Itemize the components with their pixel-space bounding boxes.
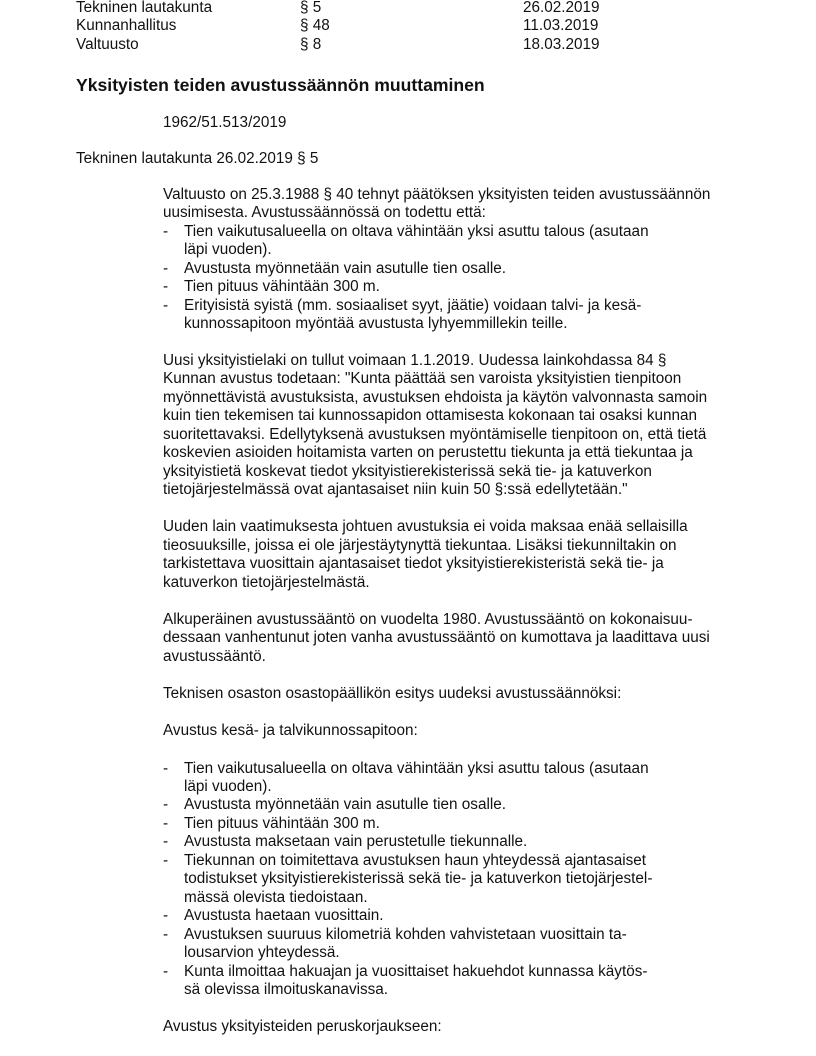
meeting-date: 11.03.2019 — [523, 17, 599, 34]
list-item-line: Avustuksen suuruus kilometriä kohden vahvistetaan vuosittain ta- — [184, 926, 627, 943]
paragraph-line: Uuden lain vaatimuksesta johtuen avustuksia ei voida maksaa enää sellaisilla — [163, 518, 688, 535]
list-item-line: Erityisistä syistä (mm. sosiaaliset syyt, jäätie) voidaan talvi- ja kesä- — [184, 297, 642, 314]
paragraph-line: uusimisesta. Avustussäännössä on todettu että: — [163, 204, 486, 221]
paragraph-line: tietojärjestelmässä ovat ajantasaiset niin kuin 50 §:ssä edellytetään." — [163, 481, 628, 498]
list-dash: - — [163, 926, 169, 943]
paragraph-line: koskevien asioiden hoitamista varten on perustettu tiekunta ja että tiekuntaa ja — [163, 444, 693, 461]
body-name: Valtuusto — [76, 36, 139, 53]
paragraph-line: yksityistietä koskevat tiedot yksityistierekisterissä sekä tie- ja katuverkon — [163, 463, 652, 480]
paragraph-line: Valtuusto on 25.3.1988 § 40 tehnyt päätöksen yksityisten teiden avustussäännön — [163, 186, 711, 203]
section-number: § 8 — [300, 36, 322, 53]
list-item-line: Avustusta haetaan vuosittain. — [184, 907, 384, 924]
diary-number: 1962/51.513/2019 — [163, 114, 287, 131]
list-dash: - — [163, 223, 169, 240]
meeting-date: 18.03.2019 — [523, 36, 600, 53]
paragraph-line: dessaan vanhentunut joten vanha avustussääntö on kumottava ja laadittava uusi — [163, 629, 710, 646]
list-item-line: Avustusta maksetaan vain perustetulle tiekunnalle. — [184, 833, 528, 850]
list-item-line: Tien pituus vähintään 300 m. — [184, 278, 380, 295]
document-title: Yksityisten teiden avustussäännön muuttaminen — [76, 75, 485, 95]
list-item-line: mässä olevista tiedoistaan. — [184, 889, 368, 906]
subheading-maintenance: Avustus kesä- ja talvikunnossapitoon: — [163, 722, 418, 739]
paragraph-line: tieosuuksille, joissa ei ole järjestäytynyttä tiekuntaa. Lisäksi tiekunniltakin on — [163, 537, 677, 554]
list-dash: - — [163, 297, 169, 314]
list-dash: - — [163, 963, 169, 980]
paragraph-line: Uusi yksityistielaki on tullut voimaan 1.1.2019. Uudessa lainkohdassa 84 § — [163, 352, 667, 369]
proposal-intro: Teknisen osaston osastopäällikön esitys uudeksi avustussäännöksi: — [163, 685, 622, 702]
list-item-line: sä olevissa ilmoituskanavissa. — [184, 981, 389, 998]
list-dash: - — [163, 796, 169, 813]
section-number: § 5 — [300, 0, 322, 16]
list-item-line: läpi vuoden). — [184, 778, 272, 795]
paragraph-line: avustussääntö. — [163, 648, 266, 665]
paragraph-line: Alkuperäinen avustussääntö on vuodelta 1980. Avustussääntö on kokonaisuu- — [163, 611, 693, 628]
list-item-line: Avustusta myönnetään vain asutulle tien osalle. — [184, 260, 507, 277]
list-item-line: Kunta ilmoittaa hakuajan ja vuosittaiset hakuehdot kunnassa käytös- — [184, 963, 648, 980]
list-item-line: Tien pituus vähintään 300 m. — [184, 815, 380, 832]
meeting-date: 26.02.2019 — [523, 0, 600, 16]
list-item-line: Tien vaikutusalueella on oltava vähintään yksi asuttu talous (asutaan — [184, 760, 649, 777]
section-number: § 48 — [300, 17, 330, 34]
list-dash: - — [163, 260, 169, 277]
meeting-reference: Tekninen lautakunta 26.02.2019 § 5 — [76, 150, 319, 167]
paragraph-line: kuin tien tekemisen tai kunnossapidon ottamisesta kokonaan tai osaksi kunnan — [163, 407, 698, 424]
list-dash: - — [163, 907, 169, 924]
list-dash: - — [163, 833, 169, 850]
list-item-line: lousarvion yhteydessä. — [184, 944, 340, 961]
body-name: Tekninen lautakunta — [76, 0, 213, 16]
paragraph-line: tarkistettava vuosittain ajantasaiset tiedot yksityistierekisteristä sekä tie- ja — [163, 555, 664, 572]
paragraph-line: katuverkon tietojärjestelmästä. — [163, 574, 370, 591]
body-name: Kunnanhallitus — [76, 17, 177, 34]
paragraph-line: myönnettävistä avustuksista, avustuksen ehdoista ja käytön valvonnasta samoin — [163, 389, 708, 406]
list-item-line: Tien vaikutusalueella on oltava vähintään yksi asuttu talous (asutaan — [184, 223, 649, 240]
list-item-line: Tiekunnan on toimitettava avustuksen haun yhteydessä ajantasaiset — [184, 852, 647, 869]
list-item-line: kunnossapitoon myöntää avustusta lyhyemmillekin teille. — [184, 315, 568, 332]
list-item-line: Avustusta myönnetään vain asutulle tien osalle. — [184, 796, 507, 813]
list-dash: - — [163, 278, 169, 295]
list-dash: - — [163, 852, 169, 869]
subheading-renovation: Avustus yksityisteiden peruskorjaukseen: — [163, 1018, 442, 1035]
list-dash: - — [163, 815, 169, 832]
paragraph-line: suoritettavaksi. Edellytyksenä avustuksen myöntämiselle tienpitoon on, että tietä — [163, 426, 707, 443]
list-dash: - — [163, 760, 169, 777]
paragraph-line: Kunnan avustus todetaan: "Kunta päättää sen varoista yksityistien tienpitoon — [163, 370, 682, 387]
list-item-line: läpi vuoden). — [184, 241, 272, 258]
list-item-line: todistukset yksityistierekisterissä sekä tie- ja katuverkon tietojärjestel- — [184, 870, 653, 887]
